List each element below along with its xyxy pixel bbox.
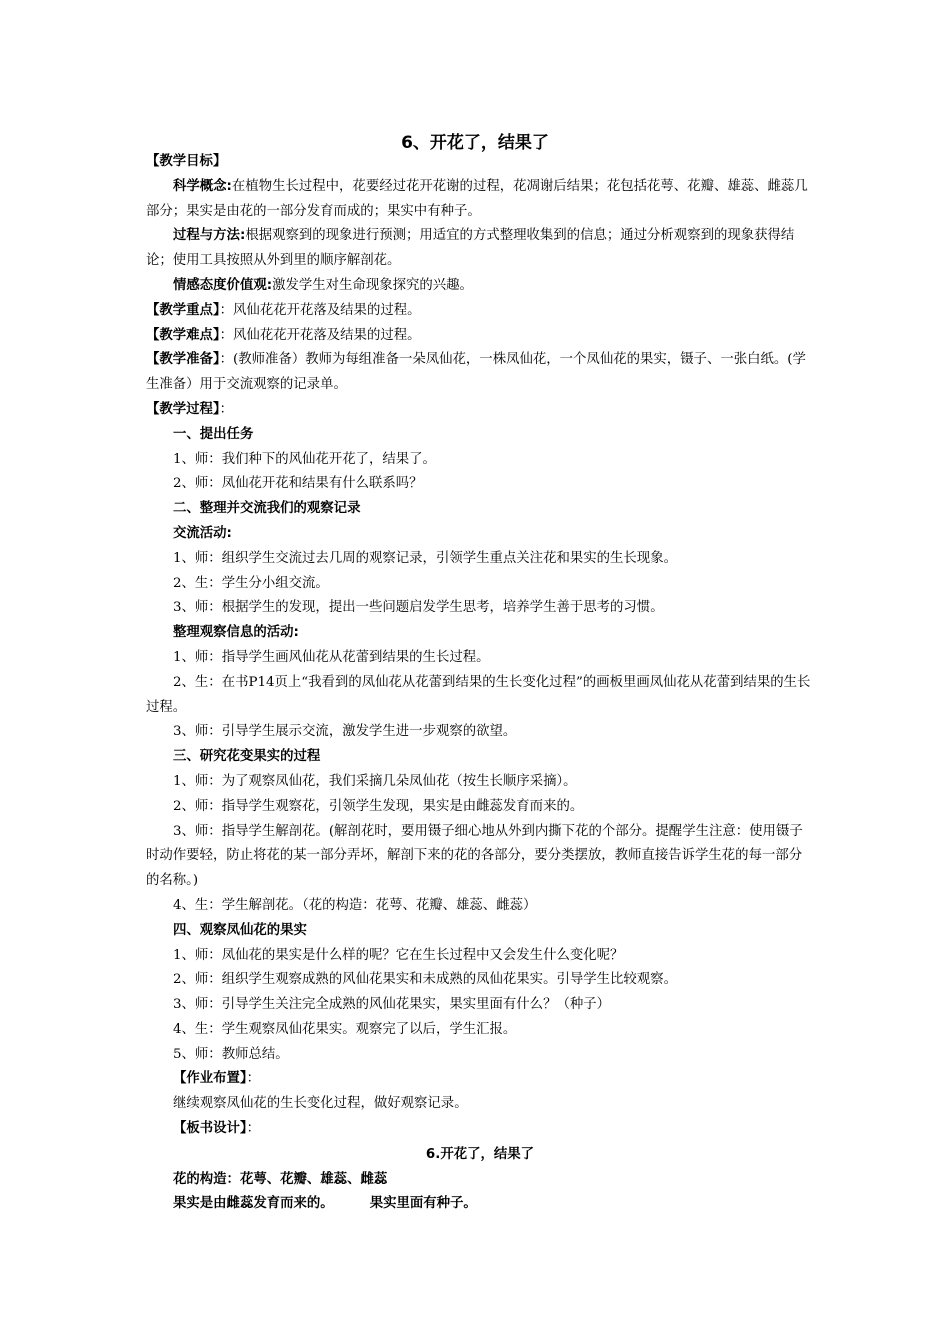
list-item: 4、生：学生观察凤仙花果实。观察完了以后，学生汇报。 — [173, 1021, 517, 1037]
list-item: 3、师：引导学生展示交流，激发学生进一步观察的欲望。 — [173, 724, 517, 740]
section-4-title: 四、观察凤仙花的果实 — [173, 922, 307, 938]
process-heading — [146, 398, 814, 423]
preparation — [146, 348, 814, 398]
science-text: 在植物生长过程中，花要经过花开花谢的过程，花凋谢后结果；花包括花萼、花瓣、雄蕊、雌蕊几部分；果实是由花的一部分发育而成的；果实中有种子。 — [146, 178, 808, 219]
science-concept — [146, 175, 814, 225]
board-line-2b: 果实里面有种子。 — [369, 1196, 477, 1212]
science-label: 科学概念: — [173, 178, 232, 194]
process-method — [146, 224, 814, 274]
preparation-label: 【教学准备】 — [146, 352, 220, 368]
difficult-point — [146, 324, 814, 349]
emotion-text: 激发学生对生命现象探究的兴趣。 — [272, 277, 473, 293]
objectives-heading: 【教学目标】 — [146, 154, 227, 169]
section-2-sub-2: 整理观察信息的活动: — [173, 625, 299, 641]
list-item: 5、师：教师总结。 — [173, 1046, 289, 1062]
section-1-title: 一、提出任务 — [173, 426, 254, 442]
homework-label: 【作业布置】 — [173, 1071, 247, 1087]
process-label: 过程与方法: — [173, 228, 246, 244]
key-point — [146, 299, 814, 324]
process-heading-label: 【教学过程】 — [146, 401, 220, 417]
list-item: 1、师：我们种下的风仙花开花了，结果了。 — [173, 451, 436, 467]
list-item: 2、师：凤仙花开花和结果有什么联系吗？ — [173, 476, 423, 492]
list-item: 2、师：指导学生观察花，引领学生发现，果实是由雌蕊发育而来的。 — [173, 798, 584, 814]
board-label: 【板书设计】 — [173, 1121, 247, 1137]
board-suffix: ： — [246, 1121, 261, 1137]
list-item: 4、生：学生解剖花。（花的构造：花萼、花瓣、雄蕊、雌蕊） — [173, 897, 537, 913]
list-item: 3、师：指导学生解剖花。(解剖花时，要用镊子细心地从外到内撕下花的个部分。提醒学生注意：使用镊子时动作要轻，防止将花的某一部分弄坏，解剖下来的花的各部分，要分类摆放，教师直接告诉学生花的每一部分的名称。) — [146, 823, 803, 889]
preparation-text: ：(教师准备）教师为每组准备一朵凤仙花，一株凤仙花，一个凤仙花的果实，镊子、一张白纸。(学生准备）用于交流观察的记录单。 — [146, 352, 806, 393]
section-3-title: 三、研究花变果实的过程 — [173, 749, 321, 765]
emotion-values — [146, 274, 814, 299]
list-item: 2、生：学生分小组交流。 — [173, 575, 329, 591]
list-item: 2、师：组织学生观察成熟的风仙花果实和未成熟的凤仙花果实。引导学生比较观察。 — [173, 972, 677, 988]
process-text: 根据观察到的现象进行预测；用适宜的方式整理收集到的信息；通过分析观察到的现象获得结论；使用工具按照从外到里的顺序解剖花。 — [146, 228, 795, 269]
process-heading-suffix: ： — [219, 401, 234, 417]
key-point-label: 【教学重点】 — [146, 302, 220, 318]
board-heading — [146, 1117, 814, 1142]
board-title: 6.开花了，结果了 — [425, 1146, 535, 1162]
homework-suffix: ： — [246, 1071, 261, 1087]
emotion-label: 情感态度价值观: — [173, 277, 273, 293]
key-point-text: ：风仙花花开花落及结果的过程。 — [219, 302, 421, 318]
homework-heading — [146, 1067, 814, 1092]
difficult-point-label: 【教学难点】 — [146, 327, 220, 343]
difficult-point-text: ：风仙花花开花落及结果的过程。 — [219, 327, 421, 343]
list-item: 3、师：引导学生关注完全成熟的风仙花果实，果实里面有什么？（种子） — [173, 997, 611, 1013]
board-line-2 — [146, 1192, 814, 1217]
homework-text: 继续观察凤仙花的生长变化过程，做好观察记录。 — [173, 1096, 468, 1112]
section-2-sub-1: 交流活动: — [173, 525, 232, 541]
list-item: 1、师：指导学生画风仙花从花蕾到结果的生长过程。 — [173, 649, 490, 665]
list-item: 3、师：根据学生的发现，提出一些问题启发学生思考，培养学生善于思考的习惯。 — [173, 600, 664, 616]
list-item: 2、生：在书P14页上“我看到的凤仙花从花蕾到结果的生长变化过程”的画板里画凤仙花从花蕾到结果的生长过程。 — [146, 674, 811, 715]
document-body — [146, 150, 814, 1217]
board-line-1: 花的构造：花萼、花瓣、雄蕊、雌蕊 — [173, 1171, 388, 1187]
document-title: 6、开花了，结果了 — [401, 133, 549, 153]
list-item: 1、师：组织学生交流过去几周的观察记录，引领学生重点关注花和果实的生长现象。 — [173, 550, 677, 566]
board-line-2a: 果实是由雌蕊发育而来的。 — [173, 1196, 334, 1212]
list-item: 1、师：为了观察凤仙花，我们采摘几朵凤仙花（按生长顺序采摘）。 — [173, 773, 577, 789]
list-item: 1、师：凤仙花的果实是什么样的呢？它在生长过程中又会发生什么变化呢？ — [173, 947, 624, 963]
section-2-title: 二、整理并交流我们的观察记录 — [173, 501, 361, 517]
